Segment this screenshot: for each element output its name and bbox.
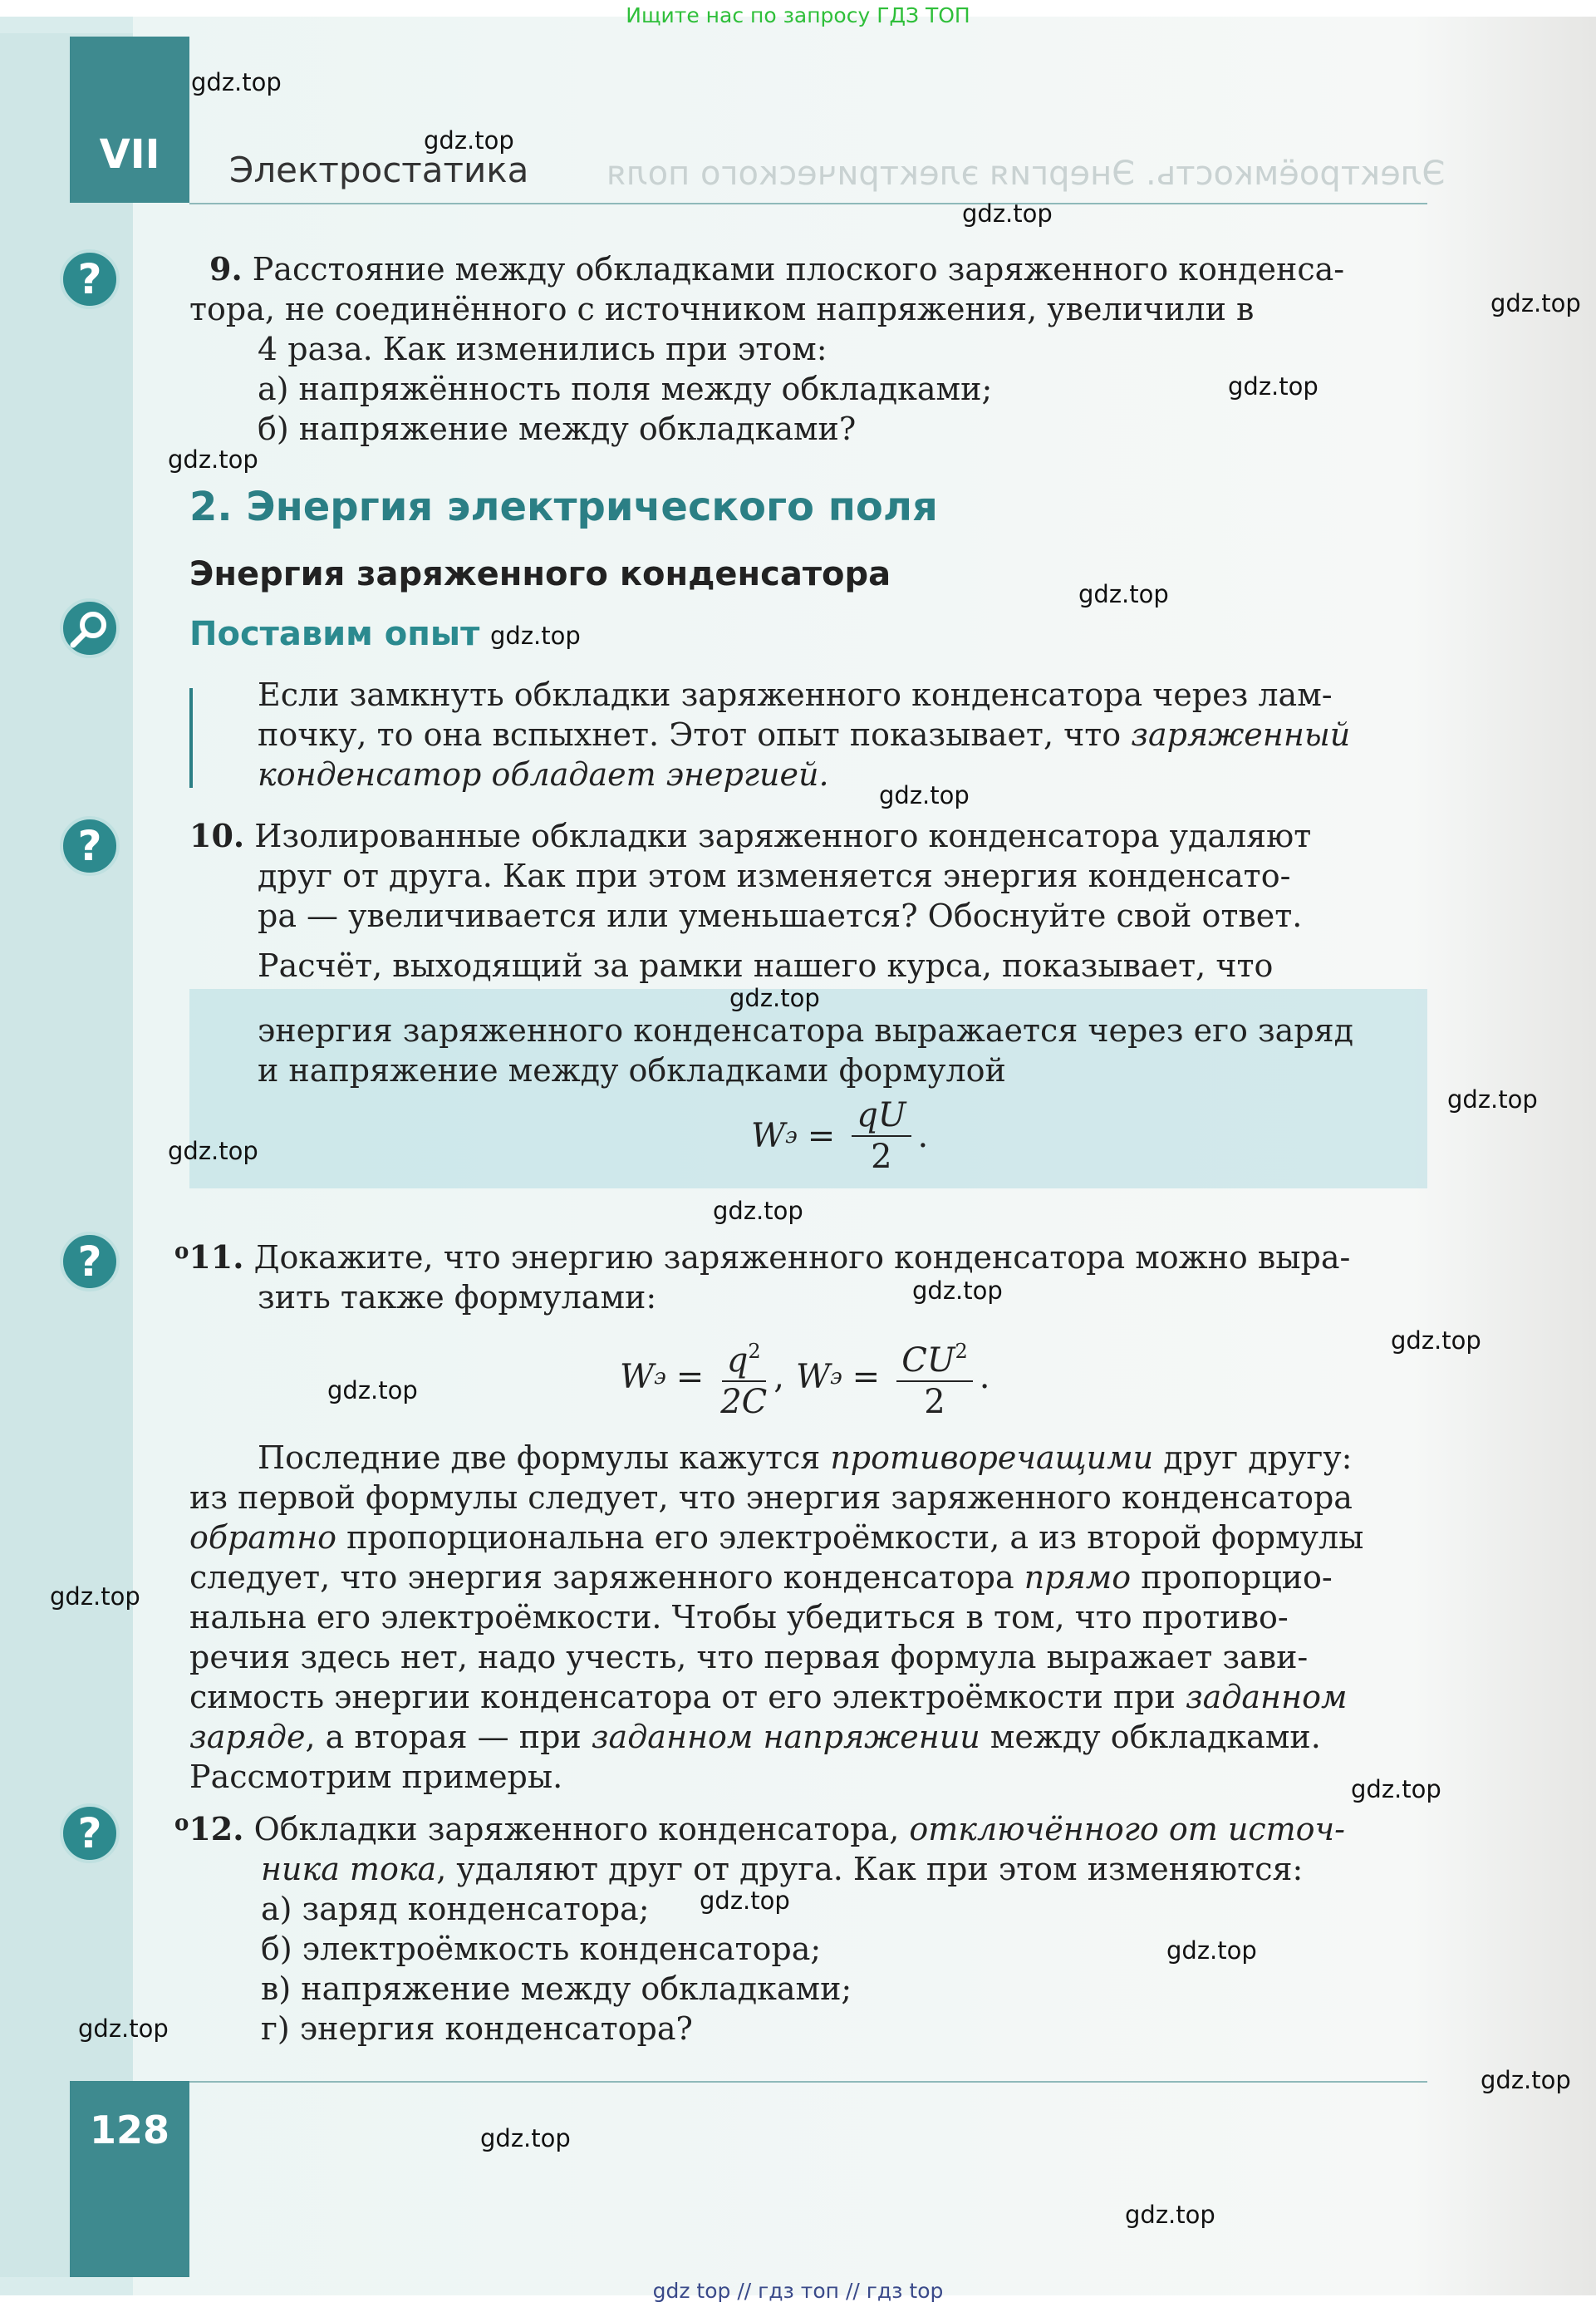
formula-fraction [852, 1095, 911, 1177]
formula-2-exponent: 2 [955, 1340, 968, 1363]
question-10-number: 10. [189, 817, 245, 854]
footer-rule [189, 2081, 1427, 2083]
formula-fraction-2 [896, 1331, 973, 1422]
alt-energy-formulas: W э = $\frac{q^2}{2C}$ , W э = $\frac{CU^2}{2}$ . [620, 1331, 990, 1422]
watermark: gdz.top [168, 1137, 258, 1165]
formula-2-numerator: CU [901, 1341, 955, 1380]
question-9-option-a: а) напряжённость поля между обкладками; [258, 371, 993, 407]
formula-2-denominator: 2 [924, 1383, 945, 1421]
watermark: gdz.top [729, 984, 820, 1012]
watermark: gdz.top [78, 2014, 169, 2043]
formula-numerator: qU [852, 1095, 911, 1137]
question-11 [174, 1232, 1427, 1317]
bottom-note[interactable]: gdz top // гдз топ // гдз top [652, 2279, 944, 2303]
formula-subscript: э [785, 1124, 798, 1149]
watermark: gdz.top [1490, 289, 1581, 317]
experiment-heading: Поставим опыт [189, 615, 480, 653]
formula-1-numerator: q [726, 1341, 749, 1380]
question-12-marker: о [174, 1811, 189, 1836]
watermark: gdz.top [1228, 372, 1319, 401]
page-number: 128 [89, 2108, 170, 2152]
margin-strip [0, 33, 133, 2277]
question-12-option-c: в) напряжение между обкладками; [261, 1970, 852, 2007]
question-12-option-a: а) заряд конденсатора; [261, 1891, 650, 1927]
calc-line: энергия заряженного конденсатора выражается через его заряд [258, 1012, 1354, 1049]
question-12-option-b: б) электроёмкость конденсатора; [261, 1931, 822, 1967]
question-icon: ? [60, 249, 120, 309]
watermark: gdz.top [1481, 2066, 1571, 2094]
watermark: gdz.top [191, 68, 282, 96]
show-through-text: Электроёмкость. Энергия электрического поля [606, 155, 1446, 193]
formula-1-denominator: 2C [720, 1383, 768, 1421]
calc-line: и напряжение между обкладками формулой [258, 1052, 1006, 1089]
subheading: Энергия заряженного конденсатора [189, 555, 891, 593]
watermark: gdz.top [1391, 1326, 1481, 1355]
question-12-number: 12. [189, 1810, 244, 1847]
experiment-emphasis: конденсатор обладает энергией. [258, 756, 829, 793]
chapter-title: Электростатика [229, 150, 529, 190]
watermark: gdz.top [912, 1277, 1003, 1305]
formula-denominator: 2 [871, 1138, 892, 1176]
formula-fraction-1 [720, 1331, 767, 1422]
section-heading: 2. Энергия электрического поля [189, 484, 938, 530]
watermark: gdz.top [168, 445, 258, 474]
calc-line-1: Расчёт, выходящий за рамки нашего курса, показывает, что [258, 947, 1274, 984]
question-10 [189, 816, 1427, 936]
experiment-text [258, 675, 1427, 794]
question-9 [189, 249, 1427, 449]
question-icon: ? [60, 1232, 120, 1291]
question-10-line: Изолированные обкладки заряженного конденсатора удаляют [254, 818, 1312, 854]
watermark: gdz.top [879, 781, 970, 809]
question-12: $^о$12. Обкладки заряженного конденсатора, отключённого от источ- ника тока, удаляют друг от друга. Как при этом изменяются: а) заряд конденсатора; б) электроёмкость конденсатора; в) напряжение между обкладками; г) энергия конденсатора? [174, 1803, 1427, 2049]
question-9-number: 9. [209, 250, 243, 288]
question-10-line: друг от друга. Как при этом изменяется энергия конденсато- [258, 858, 1291, 894]
formula-1-exponent: 2 [748, 1340, 761, 1363]
magnifier-icon-glyph [63, 602, 116, 655]
watermark: gdz.top [1166, 1936, 1257, 1965]
question-11-marker: о [174, 1239, 189, 1264]
energy-formula: W э = $\frac{qU}{2}$ . [751, 1096, 929, 1176]
watermark: gdz.top [1125, 2201, 1215, 2229]
watermark: gdz.top [962, 199, 1053, 228]
question-9-line: тора, не соединённого с источником напряжения, увеличили в [189, 291, 1255, 327]
watermark: gdz.top [1351, 1775, 1441, 1803]
chapter-number: VII [99, 131, 160, 178]
question-11-line: Докажите, что энергию заряженного конденсатора можно выра- [253, 1239, 1351, 1276]
experiment-emphasis: заряженный [1131, 716, 1351, 753]
magnifier-icon [60, 598, 120, 658]
experiment-bar [189, 688, 193, 788]
watermark: gdz.top [327, 1376, 418, 1404]
experiment-line: Если замкнуть обкладки заряженного конденсатора через лам- [258, 676, 1333, 713]
watermark: gdz.top [490, 622, 581, 650]
header-rule [189, 203, 1427, 204]
experiment-line: почку, то она вспыхнет. Этот опыт показывает, что [258, 716, 1122, 753]
watermark: gdz.top [1447, 1085, 1538, 1114]
watermark: gdz.top [700, 1886, 790, 1915]
question-12-option-d: г) энергия конденсатора? [261, 2010, 693, 2047]
question-icon: ? [60, 1803, 120, 1863]
watermark: gdz.top [1078, 580, 1169, 608]
formula-w: W [751, 1117, 786, 1155]
chapter-tab [70, 37, 189, 203]
calc-text [258, 1011, 1427, 1090]
watermark: gdz.top [424, 126, 514, 155]
question-9-option-b: б) напряжение между обкладками? [258, 411, 857, 447]
top-note[interactable]: Ищите нас по запросу ГДЗ ТОП [626, 3, 970, 27]
question-10-line: ра — увеличивается или уменьшается? Обоснуйте свой ответ. [258, 898, 1303, 934]
watermark: gdz.top [480, 2124, 571, 2152]
watermark: gdz.top [713, 1197, 803, 1225]
question-9-line: Расстояние между обкладками плоского заряженного конденса- [252, 251, 1345, 288]
discussion-paragraph: Последние две формулы кажутся противоречащими друг другу: из первой формулы следует, что энергия заряженного конденсатора обратно пропорциональна его электроёмкости, а из второй формулы следует, что энергия заряженного конденсатора прямо пропорцио- нальна его электроёмкости. Чтобы убедиться в том, что противо- речия здесь нет, надо учесть, что первая формула выражает зави- симость энергии конденсатора от его электроёмкости при заданном заряде, а вторая — при заданном напряжении между обкладками. Рассмотрим примеры. [189, 1439, 1364, 1795]
question-icon: ? [60, 816, 120, 876]
watermark: gdz.top [50, 1582, 140, 1611]
question-9-line: 4 раза. Как изменились при этом: [258, 331, 827, 367]
question-11-line: зить также формулами: [258, 1279, 657, 1316]
question-11-number: 11. [189, 1238, 244, 1276]
